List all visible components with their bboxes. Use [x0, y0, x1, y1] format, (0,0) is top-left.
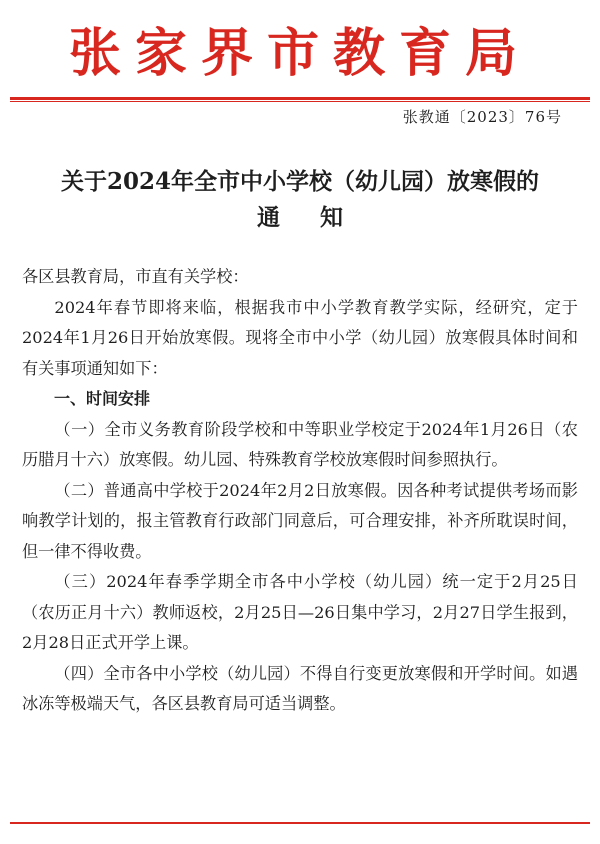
- title-line-1: 关于2024年全市中小学校（幼儿园）放寒假的: [60, 168, 539, 195]
- document-title: [10, 164, 590, 236]
- document-number: 张教通〔2023〕76号: [402, 108, 562, 126]
- issuing-organization-header: 张家界市教育局: [68, 23, 531, 84]
- salutation: 各区县教育局，市直有关学校：: [22, 267, 249, 286]
- section-heading: 一、时间安排: [54, 389, 151, 408]
- intro-paragraph: 2024年春节即将来临，根据我市中小学教育教学实际，经研究，定于2024年1月26日开始放寒假。现将全市中小学（幼儿园）放寒假具体时间和有关事项通知如下：: [22, 297, 578, 378]
- item-paragraph-3: （三）2024年春季学期全市各中小学校（幼儿园）统一定于2月25日（农历正月十六）教师返校，2月25日—26日集中学习，2月27日学生报到，2月28日正式开学上课。: [22, 572, 578, 652]
- red-header-rule-thin: [10, 101, 590, 102]
- document-body: [22, 262, 578, 720]
- item-paragraph-1: （一）全市义务教育阶段学校和中等职业学校定于2024年1月26日（农历腊月十六）放寒假。幼儿园、特殊教育学校放寒假时间参照执行。: [22, 419, 578, 469]
- item-paragraph-4: （四）全市各中小学校（幼儿园）不得自行变更放寒假和开学时间。如遇冰冻等极端天气，各区县教育局可适当调整。: [22, 663, 578, 713]
- red-footer-rule: [10, 822, 590, 824]
- title-line-2: 通知: [257, 204, 383, 231]
- red-header-rule: [10, 97, 590, 100]
- item-paragraph-2: （二）普通高中学校于2024年2月2日放寒假。因各种考试提供考场而影响教学计划的，报主管教育行政部门同意后，可合理安排，补齐所耽误时间，但一律不得收费。: [22, 480, 578, 561]
